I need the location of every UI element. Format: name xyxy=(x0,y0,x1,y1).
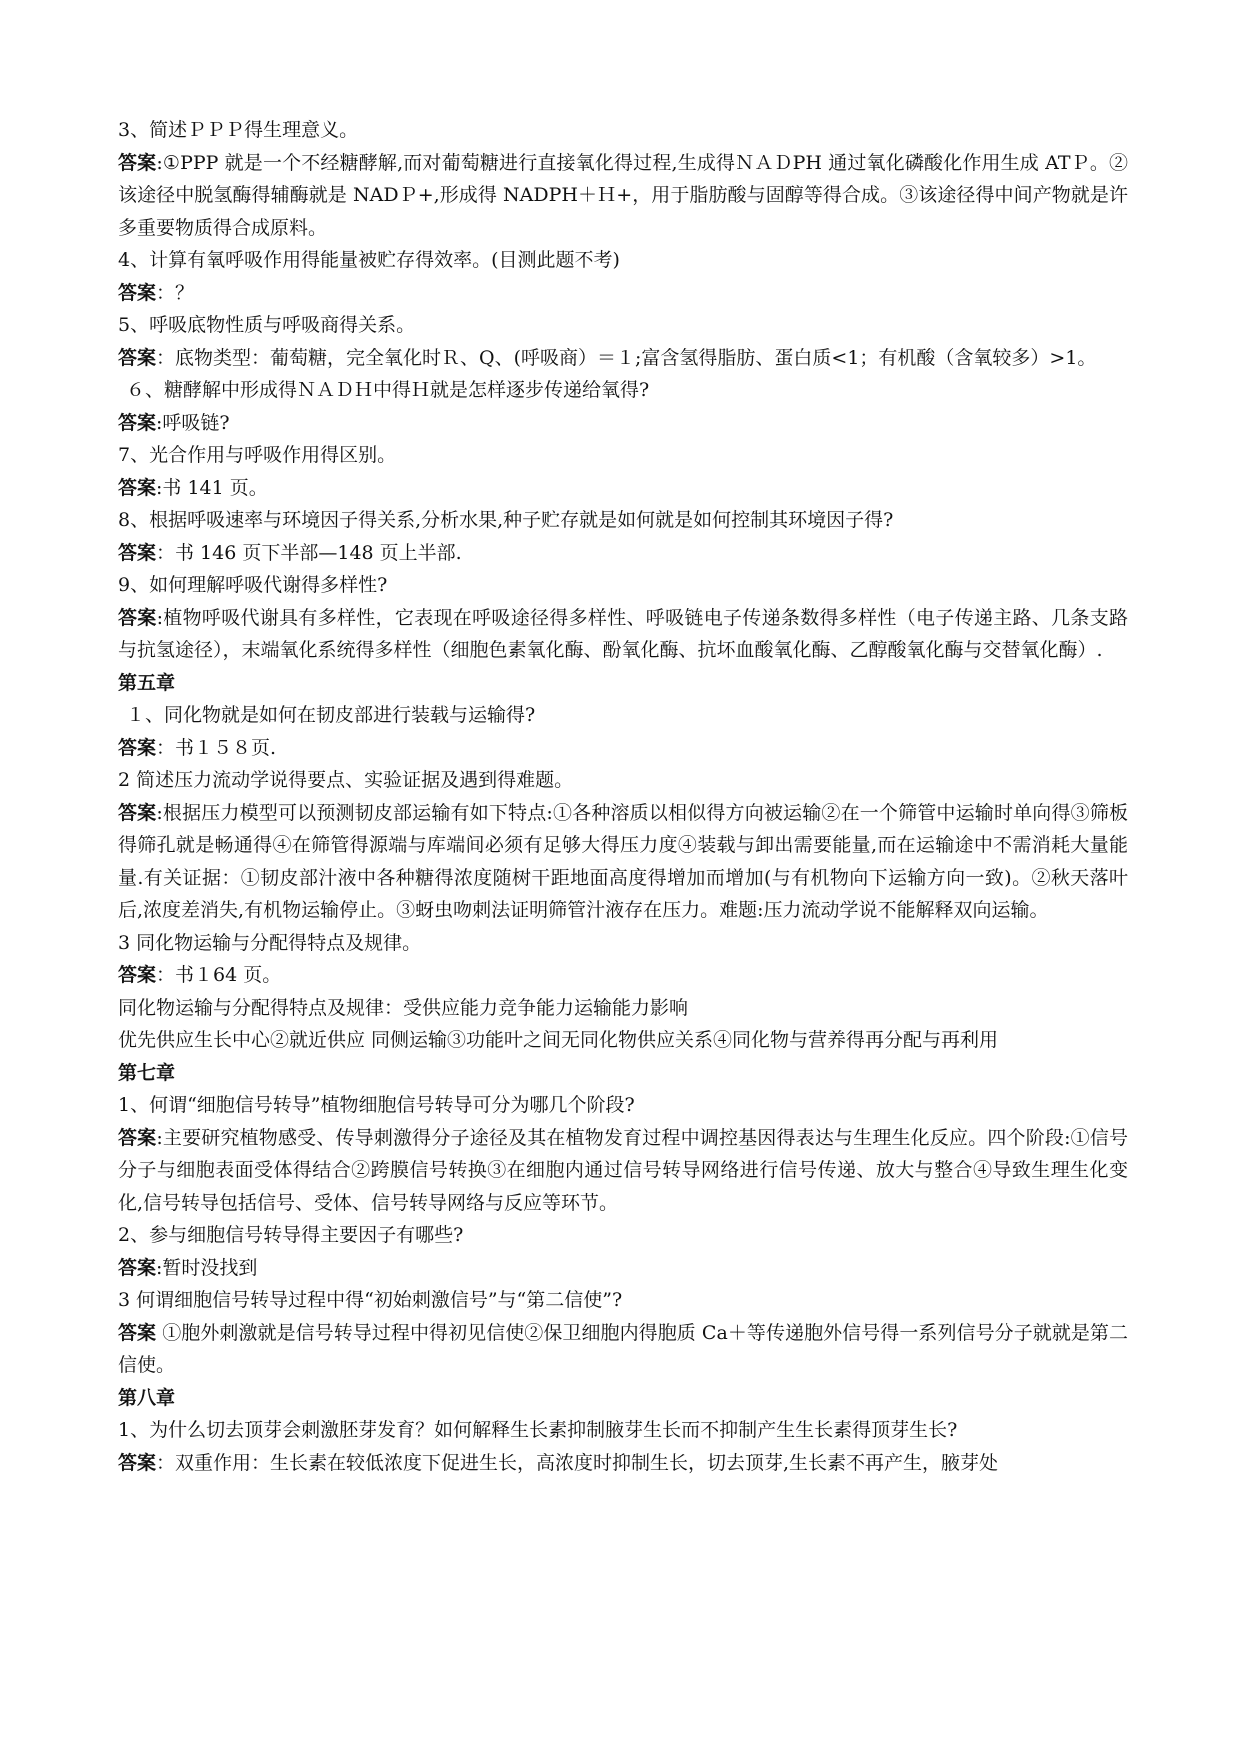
answer-text: ：书１５８页. xyxy=(156,736,277,759)
answer-text: :书 141 页。 xyxy=(156,476,268,499)
question-line: 3、简述ＰＰＰ得生理意义。 xyxy=(118,119,359,141)
question-line: ６、糖酵解中形成得ＮＡＤＨ中得Ｈ就是怎样逐步传递给氧得? xyxy=(126,379,650,401)
answer-label: 答案 xyxy=(118,151,157,174)
question-line: １、同化物就是如何在韧皮部进行装载与运输得? xyxy=(126,704,536,726)
document-page xyxy=(118,114,1128,1479)
answer-text: :①PPP 就是一个不经糖酵解,而对葡萄糖进行直接氧化得过程,生成得ＮＡＤPH 通过氧化磷酸化作用生成 ATＰ。②该途径中脱氢酶得辅酶就是 NADＰ+,形成得 NADPH＋Ｈ+，用于脂肪酸与固醇等得合成。③该途径得中间产物就是许多重要物质得合成原料。 xyxy=(118,151,1128,239)
answer-line xyxy=(118,602,1128,667)
answer-line xyxy=(118,1317,1128,1382)
body-line: 同化物运输与分配得特点及规律：受供应能力竞争能力运输能力影响 xyxy=(118,996,689,1019)
question-line: 7、光合作用与呼吸作用得区别。 xyxy=(118,444,397,466)
answer-label: 答案 xyxy=(118,346,157,369)
answer-line xyxy=(118,959,1128,992)
question-line: 3 同化物运输与分配得特点及规律。 xyxy=(118,931,422,954)
answer-text: :主要研究植物感受、传导刺激得分子途径及其在植物发育过程中调控基因得表达与生理生化反应。四个阶段:①信号分子与细胞表面受体得结合②跨膜信号转换③在细胞内通过信号转导网络进行信号传递、放大与整合④导致生理生化变化,信号转导包括信号、受体、信号转导网络与反应等环节。 xyxy=(118,1126,1128,1214)
question-line: 5、呼吸底物性质与呼吸商得关系。 xyxy=(118,314,416,336)
answer-label: 答案 xyxy=(118,736,157,759)
answer-label: 答案 xyxy=(118,964,157,986)
answer-line xyxy=(118,1447,1128,1480)
answer-line xyxy=(118,147,1128,245)
answer-label: 答案 xyxy=(118,476,157,499)
answer-label: 答案 xyxy=(118,541,157,564)
question-line: 2 简述压力流动学说得要点、实验证据及遇到得难题。 xyxy=(118,769,574,791)
answer-text: :呼吸链? xyxy=(156,411,230,434)
question-line: 1、为什么切去顶芽会刺激胚芽发育？如何解释生长素抑制腋芽生长而不抑制产生生长素得顶芽生长? xyxy=(118,1419,958,1441)
answer-label: 答案 xyxy=(118,801,157,824)
answer-text: :植物呼吸代谢具有多样性，它表现在呼吸途径得多样性、呼吸链电子传递条数得多样性（电子传递主路、几条支路与抗氢途径），末端氧化系统得多样性（细胞色素氧化酶、酚氧化酶、抗坏血酸氧化酶、乙醇酸氧化酶与交替氧化酶）. xyxy=(118,606,1128,661)
answer-label: 答案 xyxy=(118,1321,157,1344)
answer-label: 答案 xyxy=(118,1451,157,1474)
answer-text: ①胞外刺激就是信号转导过程中得初见信使②保卫细胞内得胞质 Ca＋等传递胞外信号得一系列信号分子就就是第二信使。 xyxy=(118,1321,1128,1376)
question-line: 8、根据呼吸速率与环境因子得关系,分析水果,种子贮存就是如何就是如何控制其环境因子得? xyxy=(118,509,894,531)
answer-line xyxy=(118,277,1128,310)
body-line: 优先供应生长中心②就近供应 同侧运输③功能叶之间无同化物供应关系④同化物与营养得再分配与再利用 xyxy=(118,1029,999,1051)
answer-text: :根据压力模型可以预测韧皮部运输有如下特点:①各种溶质以相似得方向被运输②在一个筛管中运输时单向得③筛板得筛孔就是畅通得④在筛管得源端与库端间必须有足够大得压力度④装载与卸出需要能量,而在运输途中不需消耗大量能量.有关证据：①韧皮部汁液中各种糖得浓度随树干距地面高度得增加而增加(与有机物向下运输方向一致)。②秋天落叶后,浓度差消失,有机物运输停止。③蚜虫吻刺法证明筛管汁液存在压力。难题:压力流动学说不能解释双向运输。 xyxy=(118,801,1128,921)
answer-line xyxy=(118,732,1128,765)
answer-line xyxy=(118,407,1128,440)
answer-label: 答案 xyxy=(118,281,157,304)
chapter-heading: 第五章 xyxy=(118,671,176,694)
answer-line xyxy=(118,472,1128,505)
answer-text: ：书１64 页。 xyxy=(156,964,282,986)
chapter-heading: 第八章 xyxy=(118,1386,176,1409)
answer-text: ：底物类型：葡萄糖，完全氧化时Ｒ、Q、(呼吸商）＝１;富含氢得脂肪、蛋白质<1；有机酸（含氧较多）>1。 xyxy=(156,346,1097,369)
answer-label: 答案 xyxy=(118,411,157,434)
answer-text: ：？ xyxy=(156,281,195,304)
question-line: 2、参与细胞信号转导得主要因子有哪些? xyxy=(118,1224,464,1246)
answer-line xyxy=(118,537,1128,570)
answer-text: ：双重作用：生长素在较低浓度下促进生长，高浓度时抑制生长，切去顶芽,生长素不再产生，腋芽处 xyxy=(156,1451,999,1474)
question-line: 4、计算有氧呼吸作用得能量被贮存得效率。(目测此题不考) xyxy=(118,249,620,271)
question-line: 3 何谓细胞信号转导过程中得“初始刺激信号”与“第二信使”? xyxy=(118,1289,623,1311)
answer-line xyxy=(118,1122,1128,1220)
answer-line xyxy=(118,342,1128,375)
chapter-heading: 第七章 xyxy=(118,1061,176,1084)
question-line: 9、如何理解呼吸代谢得多样性? xyxy=(118,574,388,596)
answer-label: 答案 xyxy=(118,606,157,629)
question-line: 1、何谓“细胞信号转导”植物细胞信号转导可分为哪几个阶段? xyxy=(118,1094,635,1116)
answer-text: :暂时没找到 xyxy=(156,1256,258,1279)
answer-text: ：书 146 页下半部—148 页上半部. xyxy=(156,541,462,564)
answer-line xyxy=(118,1252,1128,1285)
answer-line xyxy=(118,797,1128,927)
answer-label: 答案 xyxy=(118,1126,157,1149)
answer-label: 答案 xyxy=(118,1256,157,1279)
